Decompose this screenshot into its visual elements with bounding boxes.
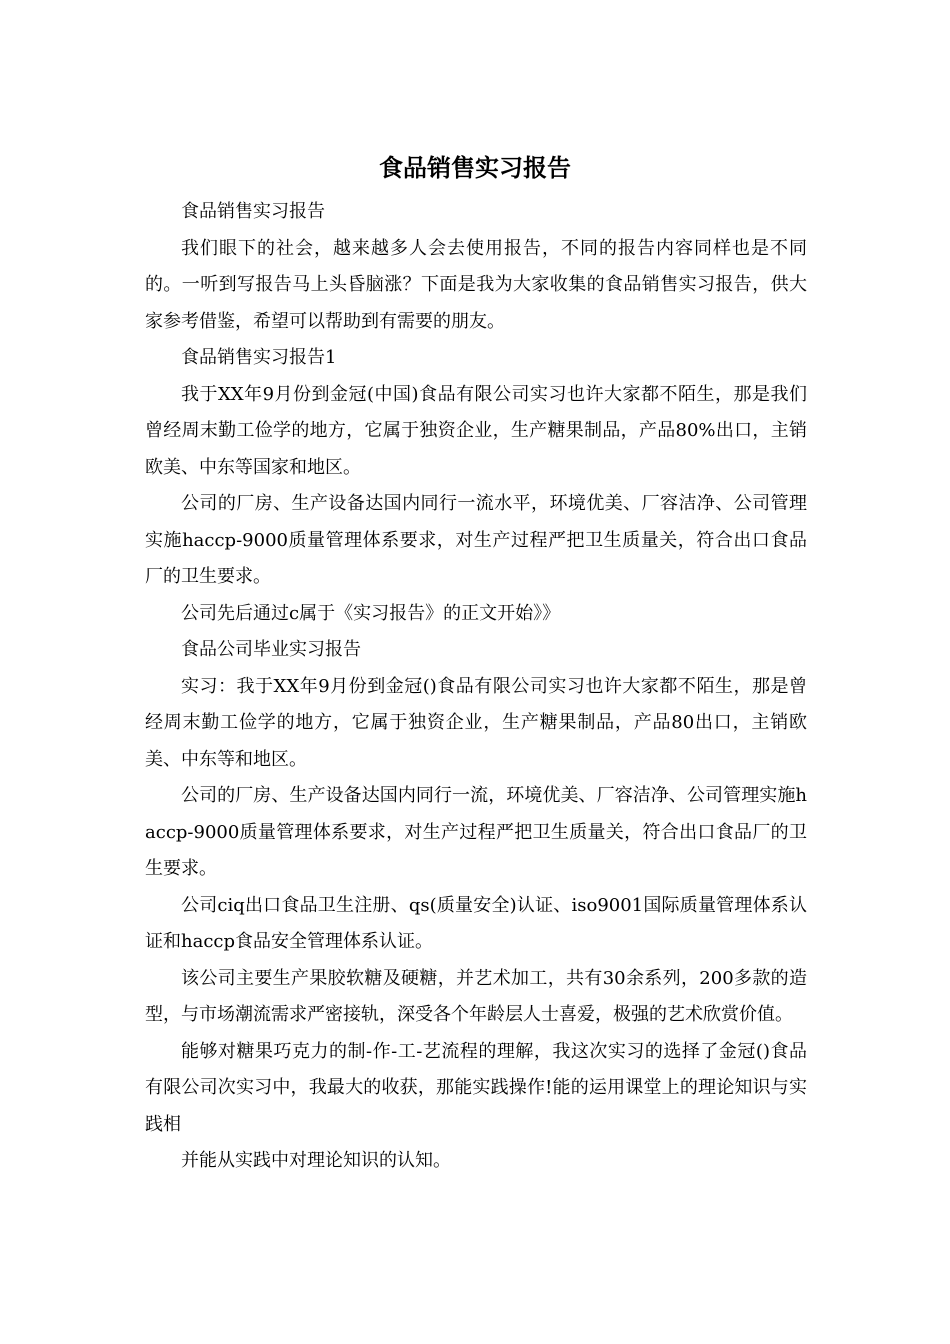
paragraph: 能够对糖果巧克力的制-作-工-艺流程的理解，我这次实习的选择了金冠()食品有限公司次实习中，我最大的收获，那能实践操作!能的运用课堂上的理论知识与实践相 [145,1040,807,1135]
paragraph: 公司的厂房、生产设备达国内同行一流水平，环境优美、厂容洁净、公司管理实施haccp-9000质量管理体系要求，对生产过程严把卫生质量关，符合出口食品厂的卫生要求。 [145,493,807,587]
paragraph: 实习：我于XX年9月份到金冠()食品有限公司实习也许大家都不陌生，那是曾经周末勤工俭学的地方，它属于独资企业，生产糖果制品，产品80出口，主销欧美、中东等和地区。 [145,675,807,770]
paragraph-section-heading-1: 食品销售实习报告1 [181,347,337,368]
document-body [145,194,807,1180]
paragraph: 公司的厂房、生产设备达国内同行一流，环境优美、厂容洁净、公司管理实施haccp-9000质量管理体系要求，对生产过程严把卫生质量关，符合出口食品厂的卫生要求。 [145,785,807,879]
paragraph: 并能从实践中对理论知识的认知。 [181,1150,451,1171]
paragraph: 该公司主要生产果胶软糖及硬糖，并艺术加工，共有30余系列，200多款的造型，与市场潮流需求严密接轨，深受各个年龄层人士喜爱，极强的艺术欣赏价值。 [145,967,807,1025]
document-title: 食品销售实习报告 [379,154,571,182]
paragraph: 公司ciq出口食品卫生注册、qs(质量安全)认证、iso9001国际质量管理体系认证和haccp食品安全管理体系认证。 [145,894,807,952]
paragraph: 公司先后通过c属于《实习报告》的正文开始》》 [181,602,561,624]
paragraph: 我于XX年9月份到金冠(中国)食品有限公司实习也许大家都不陌生，那是我们曾经周末勤工俭学的地方，它属于独资企业，生产糖果制品，产品80%出口，主销欧美、中东等国家和地区。 [145,383,807,478]
paragraph-section-heading-2: 食品公司毕业实习报告 [181,639,361,660]
paragraph-subtitle: 食品销售实习报告 [181,201,325,222]
paragraph-intro: 我们眼下的社会，越来越多人会去使用报告，不同的报告内容同样也是不同的。一听到写报告马上头昏脑涨？下面是我为大家收集的食品销售实习报告，供大家参考借鉴，希望可以帮助到有需要的朋友。 [145,237,807,332]
